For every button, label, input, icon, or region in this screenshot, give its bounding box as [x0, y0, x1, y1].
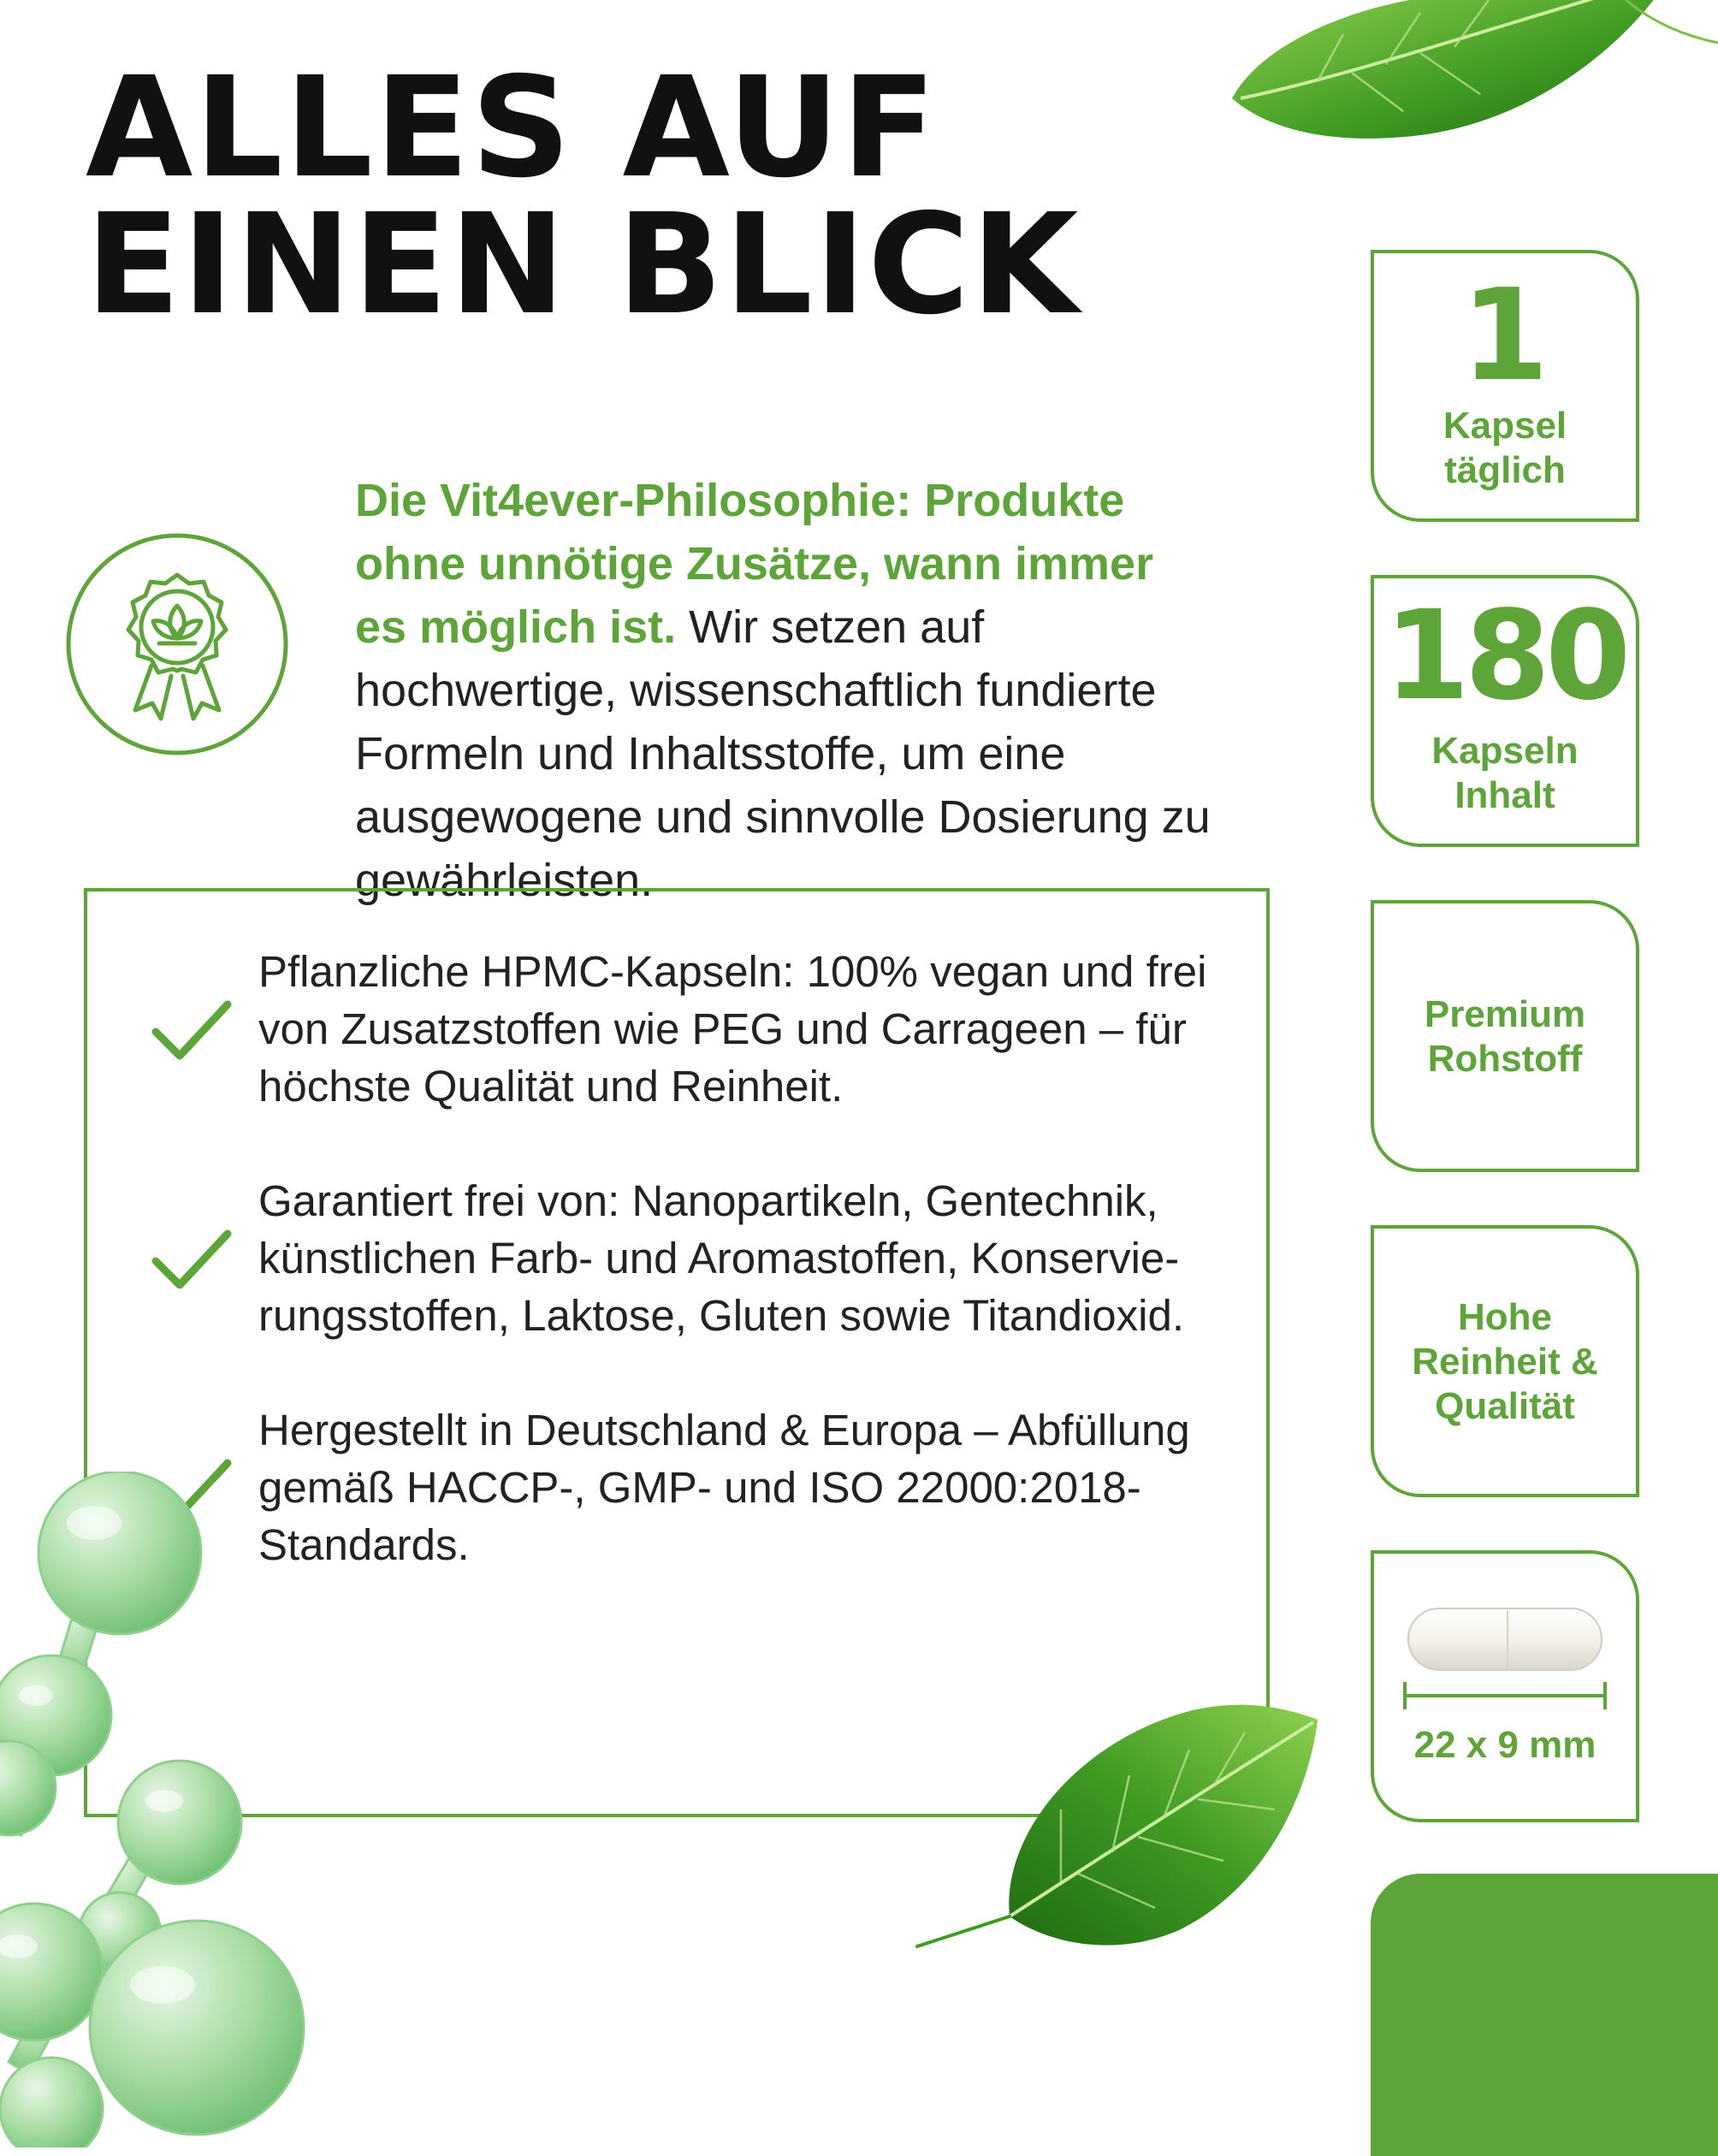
leaf-icon	[1215, 0, 1718, 154]
page-title	[86, 48, 1198, 346]
card-label: Kapsel	[1443, 405, 1567, 447]
card-number: 180	[1383, 583, 1626, 727]
list-item-text: Hergestellt in Deutschland & Europa – Abfüllung gemäß HACCP-, GMP- und ISO 22000:2018-Standards.	[258, 1406, 1190, 1569]
info-card-contents	[1371, 575, 1639, 847]
info-card-capsule-size	[1371, 1550, 1639, 1822]
info-card-raw-material	[1371, 900, 1639, 1172]
molecule-icon	[0, 1472, 334, 2147]
card-label: Qualität	[1435, 1385, 1575, 1427]
intro-highlight: Die Vit4ever-Philosophie: Produkte ohne unnötige Zusätze, wann immer es möglich ist.	[355, 475, 1154, 653]
headline-line-1: ALLES AUF	[86, 48, 939, 209]
card-number: 1	[1460, 262, 1549, 409]
card-label: täglich	[1444, 449, 1566, 491]
checkmark-icon	[149, 996, 234, 1064]
intro-body: Wir setzen auf hochwertige, wissenschaftlich fundierte Formeln und Inhaltsstoffe, um eine ausgewogene und sinnvolle Dosierung zu gewährleisten.	[355, 601, 1211, 906]
card-label: Reinheit &	[1412, 1341, 1598, 1383]
green-corner-panel	[1371, 1874, 1718, 2156]
card-label: Rohstoff	[1427, 1038, 1583, 1080]
headline-line-2: EINEN BLICK	[86, 185, 1081, 346]
info-card-purity	[1371, 1225, 1639, 1497]
list-item-text: Garantiert frei von: Nanopartikeln, Gentechnik, künstlichen Farb- und Aromastoffen, Konservie-rungsstoffen, Laktose, Gluten sowie Titandioxid.	[258, 1176, 1185, 1340]
checkmark-icon	[149, 1225, 234, 1294]
intro-paragraph	[355, 469, 1211, 912]
card-label: Inhalt	[1454, 774, 1555, 816]
award-rosette-icon	[65, 532, 289, 756]
capsule-icon	[1398, 1600, 1612, 1720]
card-label: Hohe	[1458, 1296, 1552, 1338]
card-label: Premium	[1424, 993, 1586, 1035]
info-card-daily-dose	[1371, 250, 1639, 522]
list-item-text: Pflanzliche HPMC-Kapseln: 100% vegan und frei von Zusatzstoffen wie PEG und Carrageen – für höchste Qualität und Reinheit.	[258, 947, 1207, 1111]
capsule-size-label: 22 x 9 mm	[1413, 1724, 1597, 1766]
card-label: Kapseln	[1431, 730, 1579, 772]
leaf-icon	[907, 1690, 1326, 1985]
